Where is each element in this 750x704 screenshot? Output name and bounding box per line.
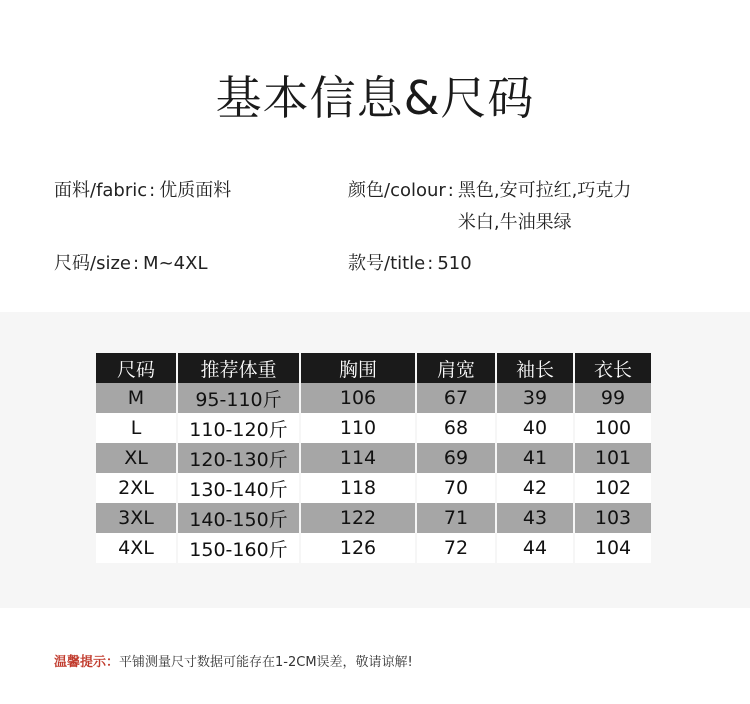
notice-label: 温馨提示： <box>54 655 120 670</box>
cell-length: 101 <box>575 443 651 473</box>
header-shoulder: 肩宽 <box>417 353 495 383</box>
cell-sleeve: 44 <box>497 533 573 563</box>
table-row <box>96 533 651 563</box>
colon-separator: : <box>149 180 156 201</box>
cell-length: 102 <box>575 473 651 503</box>
measurement-notice <box>54 651 413 670</box>
cell-size: 2XL <box>96 473 176 503</box>
cell-shoulder: 70 <box>417 473 495 503</box>
size-label: 尺码/size <box>54 253 131 274</box>
cell-length: 99 <box>575 383 651 413</box>
color-values-line-2: 米白,牛油果绿 <box>457 212 572 233</box>
cell-chest: 122 <box>301 503 415 533</box>
cell-chest: 106 <box>301 383 415 413</box>
cell-shoulder: 68 <box>417 413 495 443</box>
colon-separator: : <box>447 180 454 201</box>
cell-size: L <box>96 413 176 443</box>
cell-weight: 110-120斤 <box>178 413 299 443</box>
fabric-info <box>54 178 231 204</box>
cell-weight: 95-110斤 <box>178 383 299 413</box>
cell-sleeve: 42 <box>497 473 573 503</box>
cell-sleeve: 43 <box>497 503 573 533</box>
style-number-label: 款号/title <box>348 253 426 274</box>
table-row <box>96 503 651 533</box>
page-title: 基本信息&尺码 <box>215 71 535 125</box>
cell-shoulder: 67 <box>417 383 495 413</box>
header-length: 衣长 <box>575 353 651 383</box>
cell-length: 100 <box>575 413 651 443</box>
style-number-info <box>348 251 472 277</box>
cell-size: M <box>96 383 176 413</box>
cell-weight: 140-150斤 <box>178 503 299 533</box>
colon-separator: : <box>427 253 434 274</box>
size-info <box>54 251 207 277</box>
colon-separator: : <box>132 253 140 274</box>
cell-chest: 118 <box>301 473 415 503</box>
table-header-row <box>96 353 651 383</box>
table-row <box>96 443 651 473</box>
table-row <box>96 383 651 413</box>
cell-shoulder: 71 <box>417 503 495 533</box>
header-sleeve: 袖长 <box>497 353 573 383</box>
color-values-line-1: 黑色,安可拉红,巧克力 <box>457 180 632 201</box>
cell-chest: 110 <box>301 413 415 443</box>
color-info <box>348 178 631 239</box>
cell-size: 3XL <box>96 503 176 533</box>
cell-chest: 126 <box>301 533 415 563</box>
fabric-value: 优质面料 <box>159 180 232 201</box>
cell-length: 104 <box>575 533 651 563</box>
fabric-label: 面料/fabric <box>54 180 148 201</box>
table-row <box>96 473 651 503</box>
header-weight: 推荐体重 <box>178 353 299 383</box>
notice-text: 平铺测量尺寸数据可能存在1-2CM误差，敬请谅解! <box>119 655 413 670</box>
header-chest: 胸围 <box>301 353 415 383</box>
color-label: 颜色/colour <box>348 180 446 201</box>
cell-weight: 130-140斤 <box>178 473 299 503</box>
cell-chest: 114 <box>301 443 415 473</box>
cell-shoulder: 72 <box>417 533 495 563</box>
table-row <box>96 413 651 443</box>
style-number-value: 510 <box>437 253 472 274</box>
header-size: 尺码 <box>96 353 176 383</box>
cell-weight: 120-130斤 <box>178 443 299 473</box>
cell-size: 4XL <box>96 533 176 563</box>
size-value: M~4XL <box>143 253 208 274</box>
cell-sleeve: 41 <box>497 443 573 473</box>
cell-weight: 150-160斤 <box>178 533 299 563</box>
size-chart-table <box>94 353 653 563</box>
cell-size: XL <box>96 443 176 473</box>
cell-sleeve: 39 <box>497 383 573 413</box>
cell-length: 103 <box>575 503 651 533</box>
color-values <box>458 175 631 239</box>
cell-shoulder: 69 <box>417 443 495 473</box>
cell-sleeve: 40 <box>497 413 573 443</box>
